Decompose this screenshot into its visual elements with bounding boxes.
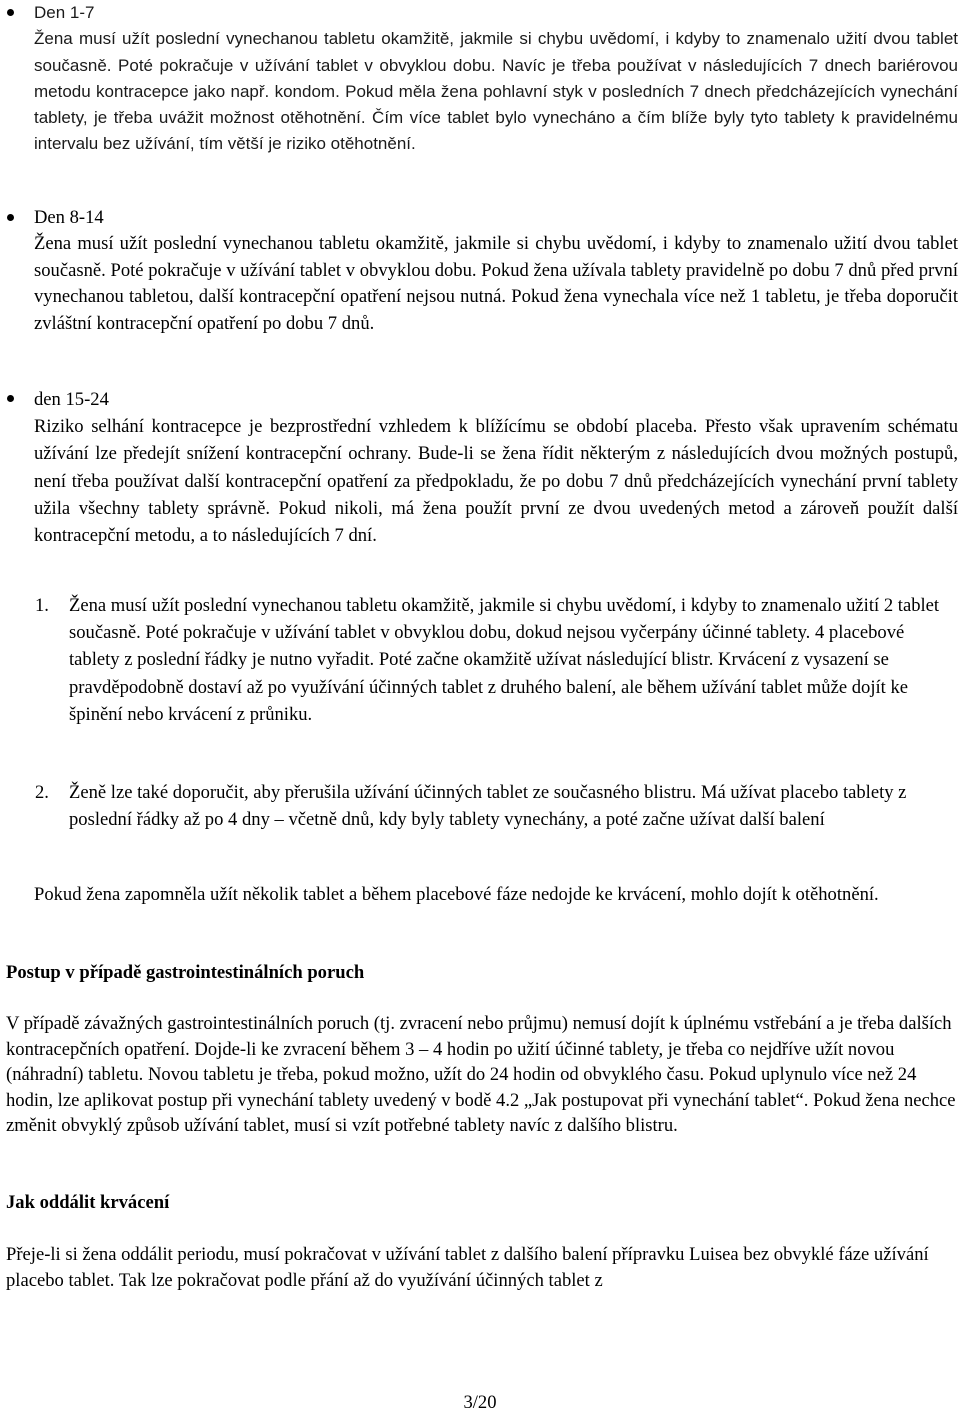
bullet-text: Riziko selhání kontracepce je bezprostřední vzhledem k blížícímu se období placeba. Přesto však upravením schématu užívání lze předejít snížení kontracepční ochrany. Bude-li se žena řídit některým z následujících dvou možných postupů, není třeba používat další kontracepční opatření za předpokladu, že po dobu 7 dnů předcházejících vynechání první tablety užila všechny tablety správně. Pokud nikoli, má žena použít první ze dvou uvedených metod a zároveň použít další kontracepční metodu, a to následujících 7 dní. — [34, 416, 958, 547]
bullet-title: Den 1-7 — [34, 3, 95, 22]
closing-paragraph-text: Pokud žena zapomněla užít několik tablet a během placebové fáze nedojde ke krvácení, mohlo dojít k otěhotnění. — [34, 884, 879, 905]
bullet-item-day-1-7 — [34, 0, 958, 158]
bullet-text: Žena musí užít poslední vynechanou tabletu okamžitě, jakmile si chybu uvědomí, i kdyby to znamenalo užití dvou tablet současně. Poté pokračuje v užívání tablet v obvyklou dobu. Navíc je třeba používat v následujících 7 dnech bariérovou metodu kontracepce jako např. kondom. Pokud měla žena pohlavní styk v posledních 7 dnech předcházejících vynechání tablety, je třeba uvážit možnost otěhotnění. Čím více tablet bylo vynecháno a čím blíže byly tyto tablety k pravidelnému intervalu bez užívání, tím větší je riziko otěhotnění. — [34, 29, 958, 154]
numbered-item-2 — [35, 779, 940, 833]
bullet-dot — [7, 9, 14, 16]
page-number: 3/20 — [463, 1392, 497, 1413]
closing-paragraph — [34, 881, 958, 908]
bullet-dot — [7, 395, 14, 402]
section-paragraph: Přeje-li si žena oddálit periodu, musí pokračovat v užívání tablet z dalšího balení přípravku Luisea bez obvyklé fáze užívání placebo tablet. Tak lze pokračovat podle přání až do využívání účinných tablet z — [6, 1244, 929, 1291]
section-text-gastro — [6, 1011, 958, 1139]
bullet-text: Žena musí užít poslední vynechanou tabletu okamžitě, jakmile si chybu uvědomí, i kdyby to znamenalo užití dvou tablet současně. Poté pokračuje v užívání tablet v obvyklou dobu. Pokud žena užívala tablety pravidelně po dobu 7 dnů před první vynechanou tabletou, další kontracepční opatření nejsou nutná. Pokud žena vynechala více než 1 tabletu, je třeba doporučit zvláštní kontracepční opatření po dobu 7 dnů. — [34, 233, 958, 334]
bullet-item-day-8-14 — [34, 205, 958, 337]
number-marker: 1. — [35, 595, 49, 616]
numbered-text: Ženě lze také doporučit, aby přerušila užívání účinných tablet ze současného blistru. Má užívat placebo tablety z poslední řádky až po 4 dny – včetně dnů, kdy byly tablety vynechány, a poté začne užívat další balení — [69, 782, 907, 831]
section-paragraph: V případě závažných gastrointestinálních poruch (tj. zvracení nebo průjmu) nemusí dojít k úplnému vstřebání a je třeba dalších kontracepčních opatření. Dojde-li ke zvracení během 3 – 4 hodin po užití účinné tablety, je třeba co nejdříve užít novou (náhradní) tabletu. Novou tabletu je třeba, pokud možno, užít do 24 hodin od obvyklého času. Pokud uplynulo více než 24 hodin, lze aplikovat postup při vynechání tablety uvedený v bodě 4.2 „Jak postupovat při vynechání tablet“. Pokud žena nechce změnit obvyklý způsob užívání tablet, musí si vzít potřebné tablety navíc z dalšího blistru. — [6, 1013, 956, 1137]
numbered-text: Žena musí užít poslední vynechanou tabletu okamžitě, jakmile si chybu uvědomí, i kdyby to znamenalo užití 2 tablet současně. Poté pokračuje v užívání tablet v obvyklou dobu, dokud nejsou vyčerpány účinné tablety. 4 placebové tablety z poslední řádky je nutno vyřadit. Poté začne okamžitě užívat následující blistr. Krvácení z vysazení se pravděpodobně dostaví až po využívání účinných tablet z druhého balení, ale během užívání tablet může dojít ke špinění nebo krvácení z průniku. — [69, 595, 940, 725]
numbered-item-1 — [35, 592, 940, 728]
bullet-item-day-15-24 — [34, 386, 958, 549]
number-marker: 2. — [35, 782, 49, 803]
section-heading-gastro: Postup v případě gastrointestinálních poruch — [6, 962, 365, 983]
bullet-title: Den 8-14 — [34, 207, 104, 228]
section-text-delay-bleeding — [6, 1242, 958, 1293]
bullet-title: den 15-24 — [34, 389, 109, 410]
section-heading-delay-bleeding: Jak oddálit krvácení — [6, 1192, 170, 1213]
bullet-dot — [7, 214, 14, 221]
